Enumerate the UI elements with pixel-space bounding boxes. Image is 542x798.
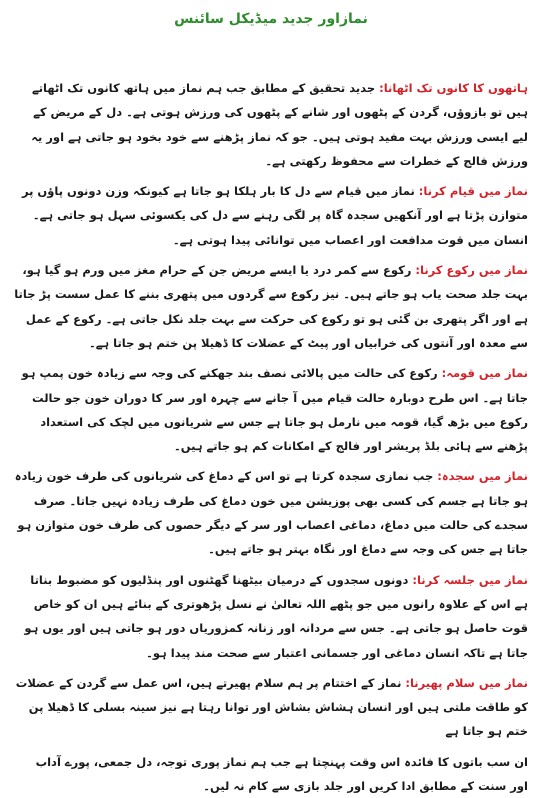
paragraph-sajdah — [14, 464, 528, 561]
paragraph-text: دونوں سجدوں کے درمیان بیٹھنا گھٹنوں اور پنڈلیوں کو مضبوط بناتا ہے اس کے علاوہ رانوں میں جو پٹھے اللہ تعالیٰ نے نسل پڑھوتری کے بنائے ہیں ان کو خاص قوت حاصل ہو جاتی ہے۔ جس سے مردانہ اور زنانہ کمزوریاں دور ہو جاتی ہیں اور یوں ہو جاتا ہے تاکہ انسان دماغی اور جسمانی اعتبار سے صحت مند پیدا ہو۔ — [24, 572, 528, 660]
paragraph-raising-hands — [14, 76, 528, 173]
paragraph-text: ان سب باتوں کا فائدہ اس وقت پہنچتا ہے جب ہم نماز پوری توجہ، دل جمعی، پورے آداب اور سنت کے مطابق ادا کریں اور جلد بازی سے کام نہ لیں۔ — [35, 754, 528, 794]
page-title: نمازاور جدید میڈیکل سائنس — [174, 11, 368, 27]
paragraph-text: جب نمازی سجدہ کرتا ہے تو اس کے دماغ کی شریانوں کی طرف خون زیادہ ہو جاتا ہے جسم کی کسی بھی پوزیشن میں خون دماغ کی طرف زیادہ نہیں جاتا۔ صرف سجدے کی حالت میں دماغ، دماغی اعصاب اور سر کے دیگر حصوں کی طرف خون متوازن ہو جاتا ہے جس کی وجہ سے دماغ اور نگاہ بہتر ہو جاتے ہیں۔ — [14, 469, 528, 557]
paragraph-text: نماز کے اختتام پر ہم سلام پھیرتے ہیں، اس عمل سے گردن کے عضلات کو طاقت ملتی ہیں اور انسان ہشاش بشاش اور توانا رہتا ہے نیز سینہ بسلی کا ڈھیلا پن ختم ہو جاتا ہے — [15, 675, 528, 739]
paragraph-text: رکوع سے کمر درد یا ایسے مریض جن کے حرام مغز میں ورم ہو گیا ہو، بہت جلد صحت یاب ہو جاتے ہیں۔ نیز رکوع سے گردوں میں پتھری بننے کا عمل سست پڑ جاتا ہے اور اگر پتھری بن گئی ہو تو رکوع کی حرکت سے بہت جلد نکل جاتی ہے۔ رکوع کے عمل سے معدہ اور آنتوں کی خرابیاں اور پیٹ کے عضلات کا ڈھیلا پن ختم ہو جاتا ہے۔ — [14, 263, 528, 350]
paragraph-heading: نماز میں قیام کرنا: — [418, 184, 528, 199]
paragraph-conclusion — [14, 750, 528, 798]
paragraph-qiyam — [14, 179, 528, 252]
paragraph-heading: نماز میں سجدہ: — [437, 469, 528, 484]
paragraph-salam — [14, 671, 528, 744]
paragraph-jalsa — [14, 568, 528, 665]
paragraph-text: رکوع کی حالت میں پالائی نصف بند جھکنے کی وجہ سے زیادہ خون پمپ ہو جاتا ہے۔ اس طرح دوبارہ حالت قیام میں آ جانے سے چہرہ اور سر کا دوران خون جو حالت رکوع میں بڑھ گیا، قومہ میں نارمل ہو جاتا ہے جس سے شریانوں میں لچک کی استعداد پڑھنے سے ہائی بلڈ پریشر اور فالج کے امکانات کم ہو جاتے ہیں۔ — [21, 366, 528, 454]
paragraph-text: جدید تحقیق کے مطابق جب ہم نماز میں ہاتھ کانوں تک اٹھاتے ہیں تو بازوؤں، گردن کے پٹھوں اور شانے کے پٹھوں کی ورزش ہوتی ہے۔ دل کے مریض کے لیے ایسی ورزش بہت مفید ہوتی ہیں۔ جو کہ نماز پڑھنے سے خود بخود ہو جاتی ہے اور یہ ورزش فالج کے خطرات سے محفوظ رکھتی ہے۔ — [31, 81, 528, 168]
paragraph-heading: نماز میں رکوع کرنا: — [415, 263, 528, 278]
paragraph-heading: نماز میں سلام پھیرنا: — [405, 675, 528, 690]
paragraph-qaumah — [14, 361, 528, 458]
paragraph-ruku — [14, 258, 528, 355]
paragraph-text: نماز میں قیام سے دل کا بار ہلکا ہو جاتا ہے کیونکہ وزن دونوں پاؤں پر متوازن پڑتا ہے اور آنکھیں سجدہ گاہ پر لگی رہنے سے دل کی یکسوئی سہل ہو جاتی ہے۔ انسان میں قوت مدافعت اور اعصاب میں توانائی پیدا ہوتی ہے۔ — [21, 184, 528, 247]
paragraph-heading: نماز میں جلسہ کرنا: — [412, 572, 528, 587]
paragraph-heading: ہاتھوں کا کانوں تک اٹھانا: — [379, 81, 528, 95]
paragraph-heading: نماز میں قومہ: — [441, 366, 528, 381]
